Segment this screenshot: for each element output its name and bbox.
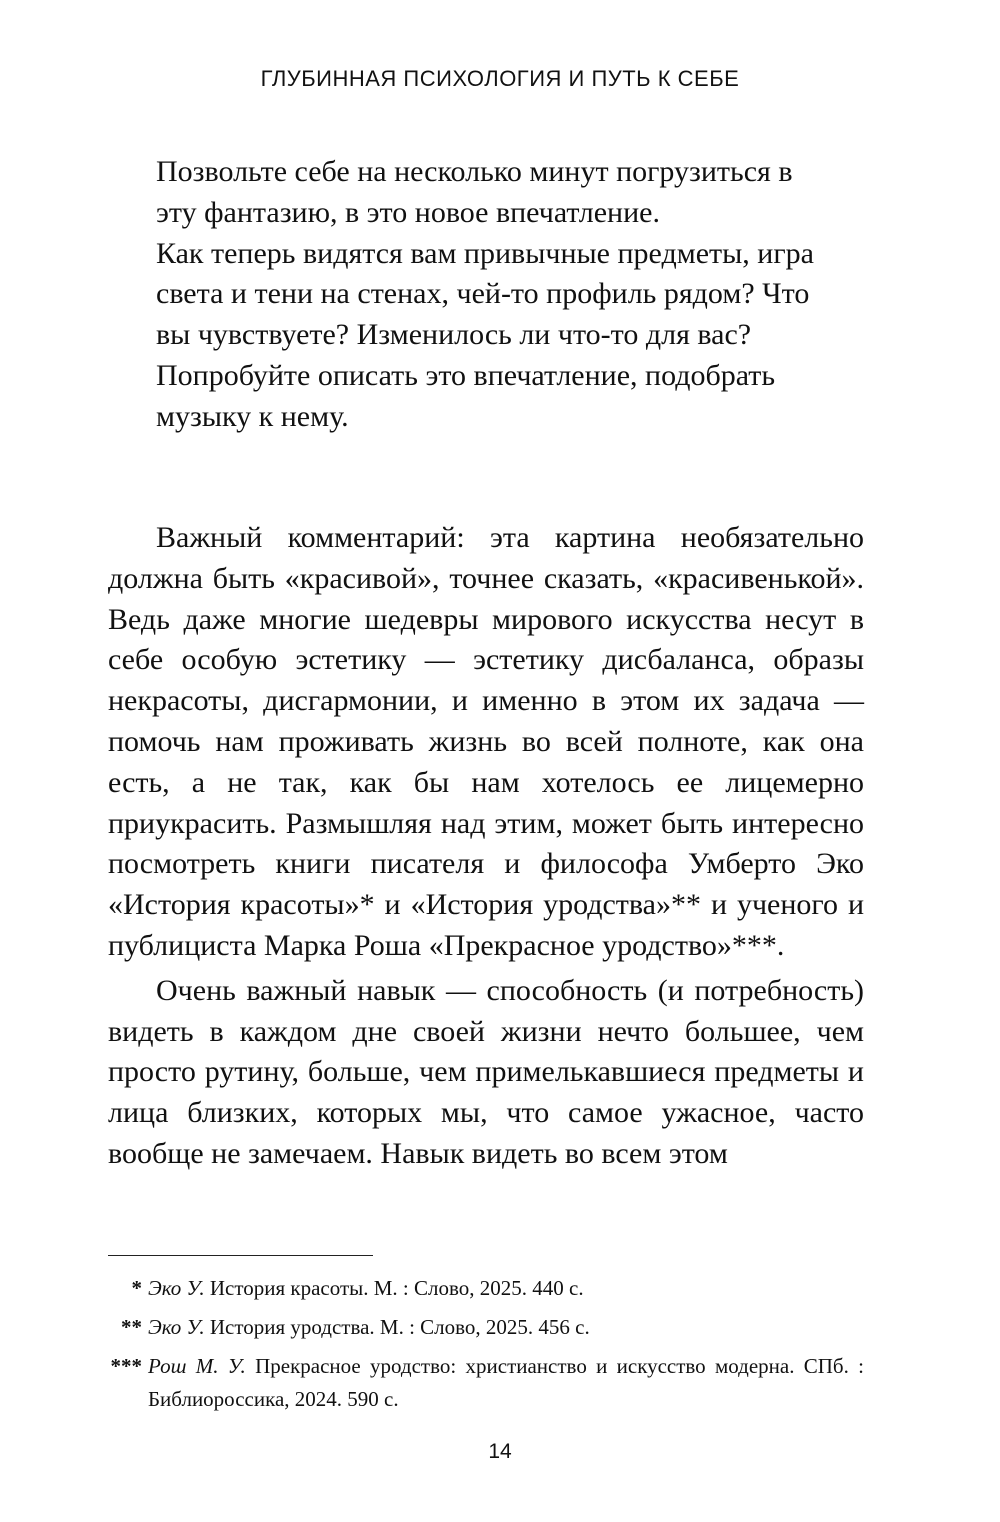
footnote-text: История красоты. М. : Слово, 2025. 440 с. (204, 1276, 584, 1300)
page-number: 14 (488, 1440, 512, 1463)
footnote (108, 1350, 864, 1416)
footnote (108, 1311, 864, 1344)
footnote-mark: *** (110, 1354, 142, 1378)
footnote-mark: * (131, 1276, 142, 1300)
footnote-author: Рош М. У. (148, 1354, 246, 1378)
exercise-line: Попробуйте описать это впечатление, подобрать музыку к нему. (156, 358, 776, 433)
footnotes (108, 1272, 864, 1422)
footnote-author: Эко У. (148, 1276, 205, 1300)
exercise-line: Позвольте себе на несколько минут погрузиться в эту фантазию, в это новое впечатление. (156, 155, 793, 229)
paragraph: Важный комментарий: эта картина необязательно должна быть «красивой», точнее сказать, «красивенькой». Ведь даже многие шедевры мирового искусства несут в себе особую эстетику — эстетику дисбаланса, образы некрасоты, дисгармонии, и именно в этом их задача — помочь нам проживать жизнь во всей полноте, как она есть, а не так, как бы нам хотелось ее лицемерно приукрасить. Размышляя над этим, может быть интересно посмотреть книги писателя и философа Умберто Эко «История красоты»* и «История уродства»** и ученого и публициста Марка Роша «Прекрасное уродство»***. (108, 521, 864, 962)
paragraph: Очень важный навык — способность (и потребность) видеть в каждом дне своей жизни нечто большее, чем просто рутину, больше, чем примелькавшиеся предметы и лица близких, которых мы, что самое ужасное, часто вообще не замечаем. Навык видеть во всем этом (108, 973, 864, 1170)
footnote (108, 1272, 864, 1305)
exercise-line: Как теперь видятся вам привычные предметы, игра света и тени на стенах, чей-то профиль рядом? Что вы чувствуете? Изменилось ли что-то для вас? (156, 236, 814, 352)
footnote-divider (108, 1255, 373, 1256)
footnote-text: История уродства. М. : Слово, 2025. 456 с. (204, 1315, 590, 1339)
main-text (108, 518, 864, 1175)
running-head: ГЛУБИННАЯ ПСИХОЛОГИЯ И ПУТЬ К СЕБЕ (260, 66, 740, 91)
footnote-text: Прекрасное уродство: христианство и искусство модерна. СПб. : Библиороссика, 2024. 590 с. (148, 1354, 864, 1411)
footnote-author: Эко У. (148, 1315, 205, 1339)
exercise-block (156, 152, 836, 438)
footnote-mark: ** (121, 1315, 142, 1339)
